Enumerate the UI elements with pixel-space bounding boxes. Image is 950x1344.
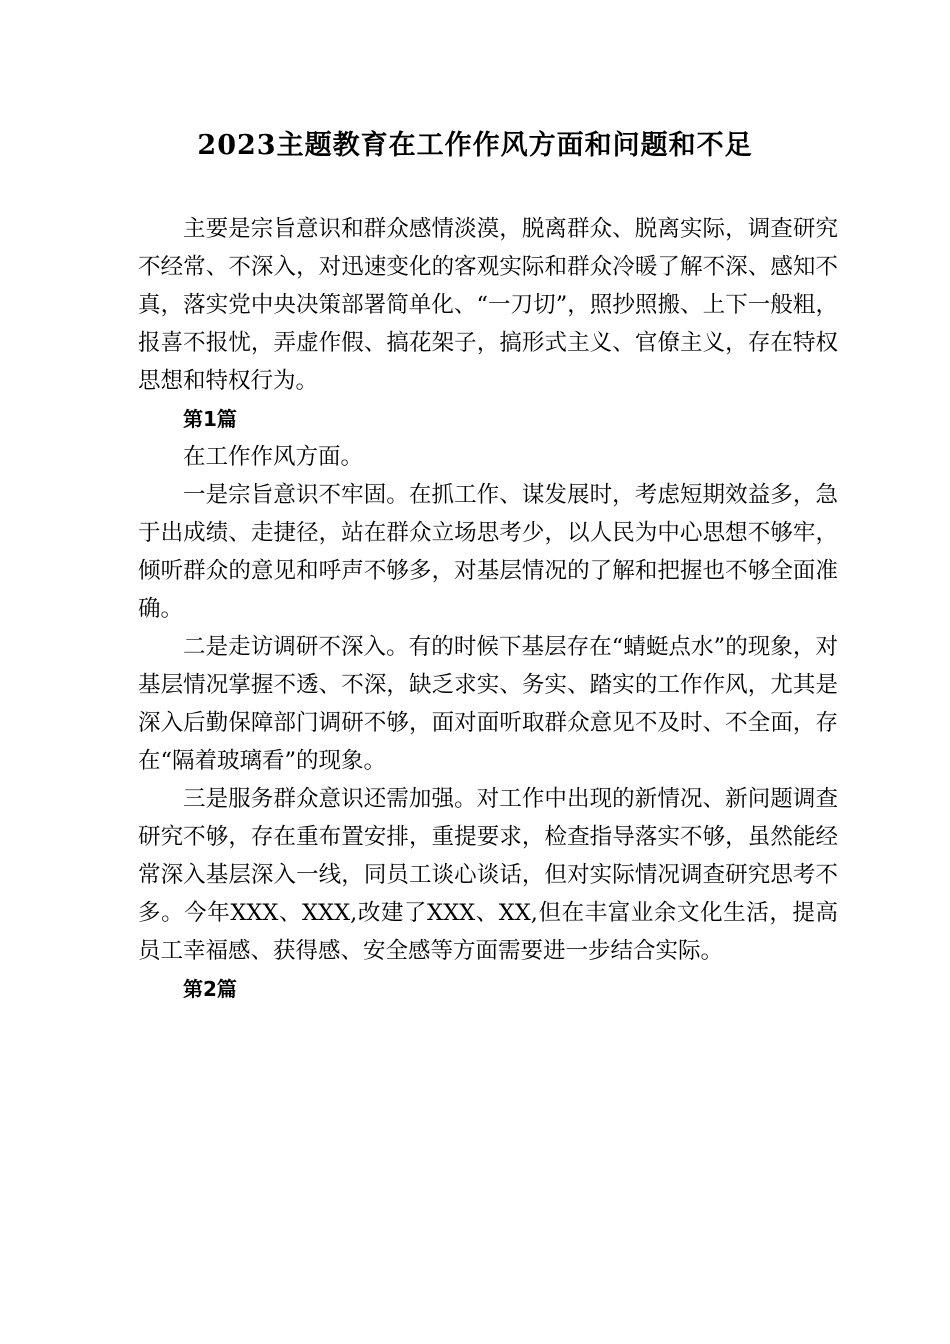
document-title: 2023主题教育在工作作风方面和问题和不足 bbox=[197, 130, 753, 161]
point-3-paragraph: 三是服务群众意识还需加强。对工作中出现的新情况、新问题调查研究不够，存在重布置安排，重提要求，检查指导落实不够，虽然能经常深入基层深入一线，同员工谈心谈话，但对实际情况调查研究思考不多。今年XXX、XXX,改建了XXX、XX,但在丰富业余文化生活，提高员工幸福感、获得感、安全感等方面需要进一步结合实际。 bbox=[138, 786, 838, 964]
document-body bbox=[138, 210, 838, 1008]
point-1-paragraph: 一是宗旨意识不牢固。在抓工作、谋发展时，考虑短期效益多，急于出成绩、走捷径，站在群众立场思考少，以人民为中心思想不够牢，倾听群众的意见和呼声不够多，对基层情况的了解和把握也不够全面准确。 bbox=[138, 482, 838, 622]
intro-paragraph: 主要是宗旨意识和群众感情淡漠，脱离群众、脱离实际，调查研究不经常、不深入，对迅速变化的客观实际和群众冷暖了解不深、感知不真，落实党中央决策部署简单化、“一刀切”，照抄照搬、上下一般粗，报喜不报忧，弄虚作假、搞花架子，搞形式主义、官僚主义，存在特权思想和特权行为。 bbox=[138, 216, 838, 394]
point-2-paragraph: 二是走访调研不深入。有的时候下基层存在“蜻蜓点水”的现象，对基层情况掌握不透、不深，缺乏求实、务实、踏实的工作作风，尤其是深入后勤保障部门调研不够，面对面听取群众意见不及时、不全面，存在“隔着玻璃看”的现象。 bbox=[138, 634, 838, 774]
section-2-heading: 第2篇 bbox=[183, 977, 237, 1001]
section-1-heading: 第1篇 bbox=[183, 407, 237, 431]
section-1-lead: 在工作作风方面。 bbox=[183, 444, 364, 470]
